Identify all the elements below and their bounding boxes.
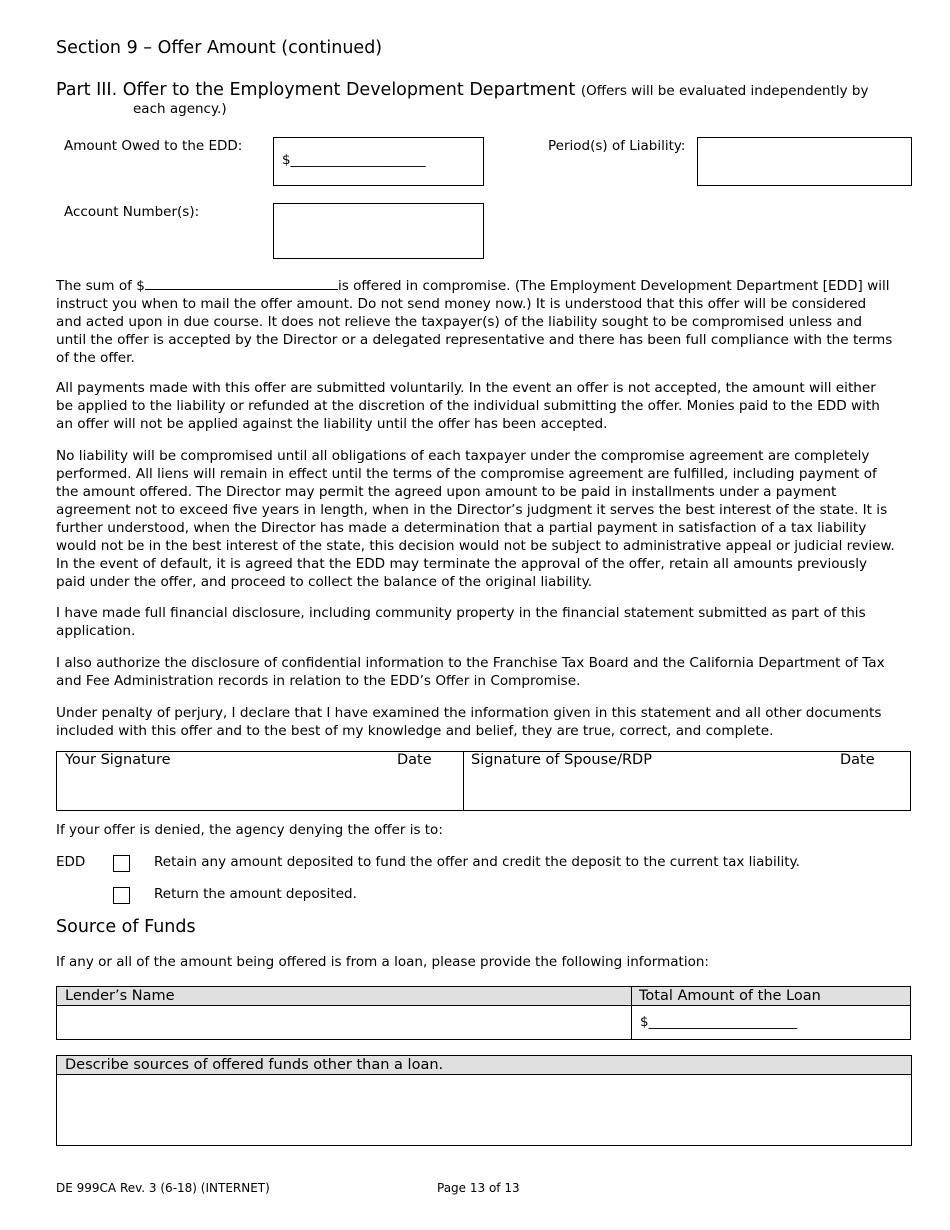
- source-of-funds-heading: Source of Funds: [56, 917, 196, 937]
- account-number-field[interactable]: [273, 203, 484, 259]
- return-deposit-label: Return the amount deposited.: [154, 886, 357, 902]
- payments-paragraph: All payments made with this offer are submitted voluntarily. In the event an offer is not accepted, the amount will either be applied to the liability or refunded at the discretion of the individual submitting the offer. Monies paid to the EDD with an offer will not be applied against the liability until the offer has been accepted.: [56, 380, 880, 432]
- other-sources-field[interactable]: [57, 1075, 911, 1145]
- total-loan-value: $______________________: [640, 1014, 798, 1030]
- part-title: [56, 80, 868, 100]
- amount-owed-value: $____________________: [282, 152, 426, 168]
- spouse-signature-date-label: Date: [840, 752, 875, 768]
- liability-paragraph: No liability will be compromised until all obligations of each taxpayer under the compromise agreement are completely performed. All liens will remain in effect until the terms of the compromise agreement are fulfilled, including payment of the amount offered. The Director may permit the agreed upon amount to be paid in installments under a payment agreement not to exceed five years in length, when in the Director’s judgment it serves the best interest of the state. It is further understood, when the Director has made a determination that a partial payment in satisfaction of a tax liability would not be in the best interest of the state, this decision would not be subject to administrative appeal or judicial review. In the event of default, it is agreed that the EDD may terminate the approval of the offer, retain all amounts previously paid under the offer, and proceed to collect the balance of the original liability.: [56, 448, 895, 590]
- other-sources-table: [56, 1055, 912, 1146]
- part-title-text: Part III. Offer to the Employment Development Department: [56, 80, 576, 100]
- offer-paragraph-text: is offered in compromise. (The Employment Development Department [EDD] will instruct you when to mail the offer amount. Do not send money now.) It is understood that this offer will be considered and acted upon in due course. It does not relieve the taxpayer(s) of the liability sought to be compromised unless and until the offer is accepted by the Director or a delegated representative and there has been full compliance with the terms of the offer.: [56, 278, 893, 366]
- part-note: (Offers will be evaluated independently by: [580, 83, 869, 99]
- spouse-signature-label: Signature of Spouse/RDP: [471, 752, 652, 768]
- denial-intro: If your offer is denied, the agency denying the offer is to:: [56, 822, 443, 838]
- other-sources-header-text: Describe sources of offered funds other than a loan.: [65, 1057, 444, 1073]
- retain-deposit-checkbox[interactable]: [113, 855, 130, 872]
- part-note-continued: each agency.): [133, 101, 227, 117]
- period-liability-label: Period(s) of Liability:: [548, 138, 686, 154]
- loan-table: [56, 986, 911, 1040]
- section-title: Section 9 – Offer Amount (continued): [56, 38, 383, 58]
- offer-paragraph: [56, 276, 896, 367]
- signature-table: [56, 751, 911, 811]
- amount-owed-field[interactable]: [273, 137, 484, 186]
- loan-table-header: [57, 987, 910, 1006]
- retain-deposit-label: Retain any amount deposited to fund the offer and credit the deposit to the current tax liability.: [154, 854, 800, 870]
- authorize-paragraph: I also authorize the disclosure of confidential information to the Franchise Tax Board and the California Department of Tax and Fee Administration records in relation to the EDD’s Offer in Compromise.: [56, 655, 885, 689]
- denial-agency-label: EDD: [56, 854, 86, 870]
- your-signature-date-label: Date: [397, 752, 432, 768]
- period-liability-field[interactable]: [697, 137, 912, 186]
- return-deposit-checkbox[interactable]: [113, 887, 130, 904]
- lender-name-header: Lender’s Name: [65, 988, 175, 1004]
- your-signature-field[interactable]: [57, 752, 463, 810]
- lender-name-field[interactable]: [57, 1006, 631, 1039]
- amount-owed-label: Amount Owed to the EDD:: [64, 138, 243, 154]
- perjury-paragraph: Under penalty of perjury, I declare that I have examined the information given in this statement and all other documents included with this offer and to the best of my knowledge and belief, they are true, correct, and complete.: [56, 705, 882, 739]
- page-number: Page 13 of 13: [437, 1181, 520, 1195]
- other-sources-header: [57, 1056, 911, 1075]
- source-intro: If any or all of the amount being offered is from a loan, please provide the following information:: [56, 954, 709, 970]
- spouse-signature-field[interactable]: [464, 752, 910, 810]
- sum-amount-field[interactable]: [145, 276, 338, 290]
- sum-prefix: The sum of $: [56, 278, 145, 294]
- disclosure-paragraph: I have made full financial disclosure, including community property in the financial statement submitted as part of this application.: [56, 605, 866, 639]
- your-signature-label: Your Signature: [65, 752, 171, 768]
- total-loan-header: Total Amount of the Loan: [639, 988, 821, 1004]
- total-loan-field[interactable]: [632, 1006, 910, 1039]
- account-number-label: Account Number(s):: [64, 204, 200, 220]
- form-id: DE 999CA Rev. 3 (6-18) (INTERNET): [56, 1181, 270, 1195]
